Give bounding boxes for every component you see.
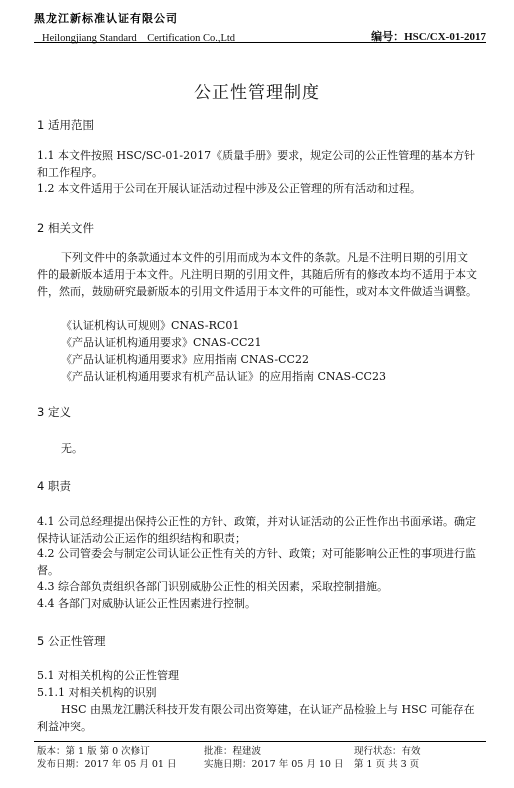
document-header (34, 10, 486, 44)
section-1-clause-1: 1.1 本文件按照 HSC/SC-01-2017《质量手册》要求，规定公司的公正性管理的基本方针和工作程序。 (37, 149, 476, 179)
section-3-body: 无。 (61, 442, 83, 455)
section-2-heading: 2 相关文件 (37, 221, 94, 235)
approver-info: 批准：程建波 (204, 746, 262, 757)
reference-item: 《产品认证机构通用要求有机产品认证》的应用指南 CNAS-CC23 (61, 370, 386, 383)
section-3-heading: 3 定义 (37, 405, 71, 419)
section-4-heading: 4 职责 (37, 479, 71, 493)
company-name-cn: 黑龙江新标准认证有限公司 (34, 12, 178, 25)
document-footer (37, 745, 477, 771)
header-divider (34, 42, 486, 43)
section-1-clause-2: 1.2 本文件适用于公司在开展认证活动过程中涉及公正管理的所有活动和过程。 (37, 182, 421, 195)
status-info: 现行状态：有效 (354, 746, 421, 757)
section-4-clause-2: 4.2 公司管委会与制定公司认证公正性有关的方针、政策；对可能影响公正性的事项进行监督。 (37, 547, 476, 577)
edition-info: 版本：第 1 版 第 0 次修订 (37, 746, 150, 757)
reference-item: 《产品认证机构通用要求》CNAS-CC21 (61, 336, 262, 349)
section-4-clause-1: 4.1 公司总经理提出保持公正性的方针、政策，并对认证活动的公正性作出书面承诺。确定保持认证活动公正运作的组织结构和职责； (37, 515, 476, 545)
section-4-clause-3: 4.3 综合部负责组织各部门识别威胁公正性的相关因素，采取控制措施。 (37, 580, 388, 593)
page-number: 第 1 页 共 3 页 (354, 759, 420, 770)
effective-date: 实施日期：2017 年 05 月 10 日 (204, 759, 344, 770)
document-code: 编号：HSC/CX-01-2017 (371, 31, 486, 43)
section-5-body: HSC 由黑龙江鹏沃科技开发有限公司出资筹建，在认证产品检验上与 HSC 可能存在利益冲突。 (37, 703, 475, 733)
publish-date: 发布日期：2017 年 05 月 01 日 (37, 759, 177, 770)
reference-item: 《认证机构认可规则》CNAS-RC01 (61, 319, 240, 332)
section-5-clause-1-1: 5.1.1 对相关机构的识别 (37, 686, 157, 699)
company-name-en: Heilongjiang Standard Certification Co.,Ltd (42, 33, 236, 44)
section-1-heading: 1 适用范围 (37, 118, 94, 132)
reference-item: 《产品认证机构通用要求》应用指南 CNAS-CC22 (61, 353, 309, 366)
document-title: 公正性管理制度 (194, 83, 320, 103)
section-5-clause-1: 5.1 对相关机构的公正性管理 (37, 669, 179, 682)
section-2-intro: 下列文件中的条款通过本文件的引用而成为本文件的条款。凡是不注明日期的引用文件的最新版本适用于本文件。凡注明日期的引用文件，其随后所有的修改本均不适用于本文件，然而，鼓励研究最新版本的引用文件适用于本文件的可能性，或对本文件做适当调整。 (37, 251, 477, 298)
reference-list (61, 317, 386, 385)
section-4-clause-4: 4.4 各部门对威胁认证公正性因素进行控制。 (37, 597, 256, 610)
section-5-heading: 5 公正性管理 (37, 634, 106, 648)
footer-divider (34, 741, 486, 742)
